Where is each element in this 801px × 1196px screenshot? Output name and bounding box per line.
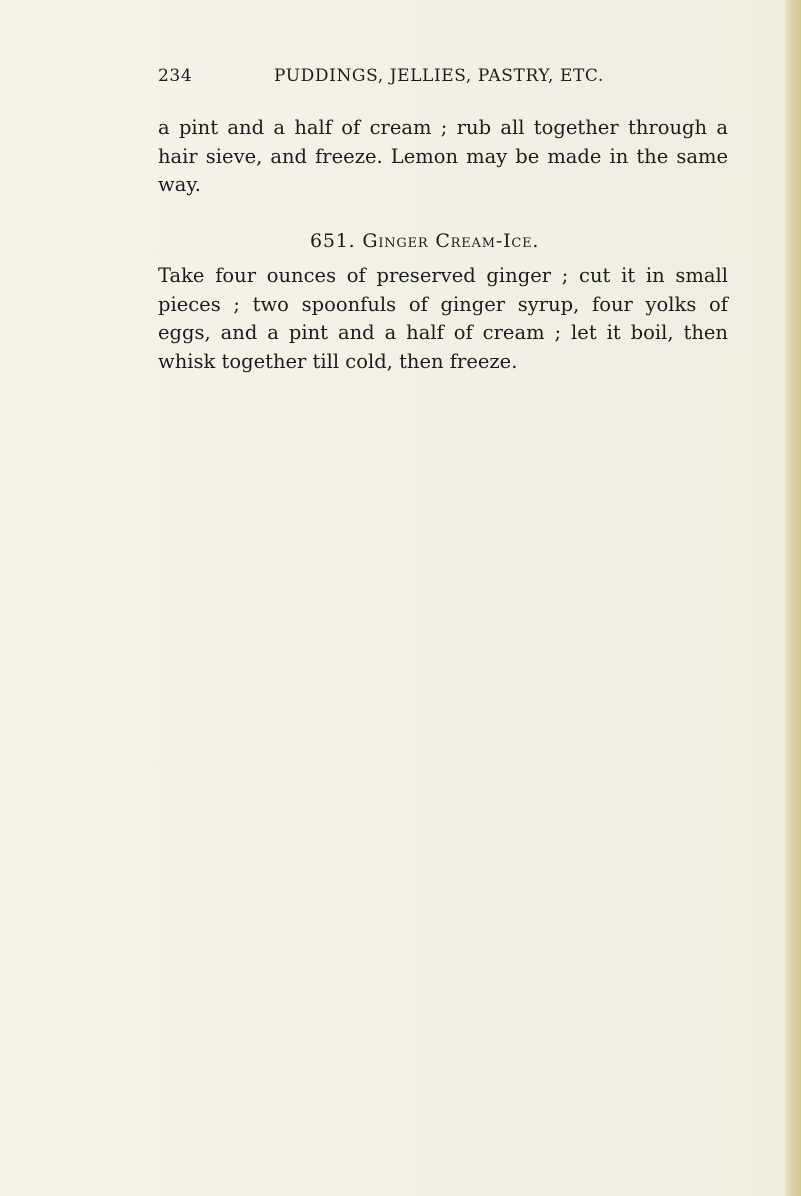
page-header — [158, 66, 628, 92]
recipe-heading — [310, 230, 539, 252]
page-edge-discoloration — [785, 0, 801, 1196]
recipe-heading-text: 651. Ginger Cream-Ice. — [310, 230, 540, 252]
paragraph-continuation: a pint and a half of cream ; rub all together through a hair sieve, and freeze. Lemon may be made in the same way. — [158, 116, 728, 196]
running-head: PUDDINGS, JELLIES, PASTRY, ETC. — [274, 66, 604, 86]
recipe-paragraph: Take four ounces of preserved ginger ; cut it in small pieces ; two spoonfuls of ginger syrup, four yolks of eggs, and a pint and a half of cream ; let it boil, then whisk together till cold, then freeze. — [158, 264, 728, 373]
page-number: 234 — [158, 66, 193, 86]
